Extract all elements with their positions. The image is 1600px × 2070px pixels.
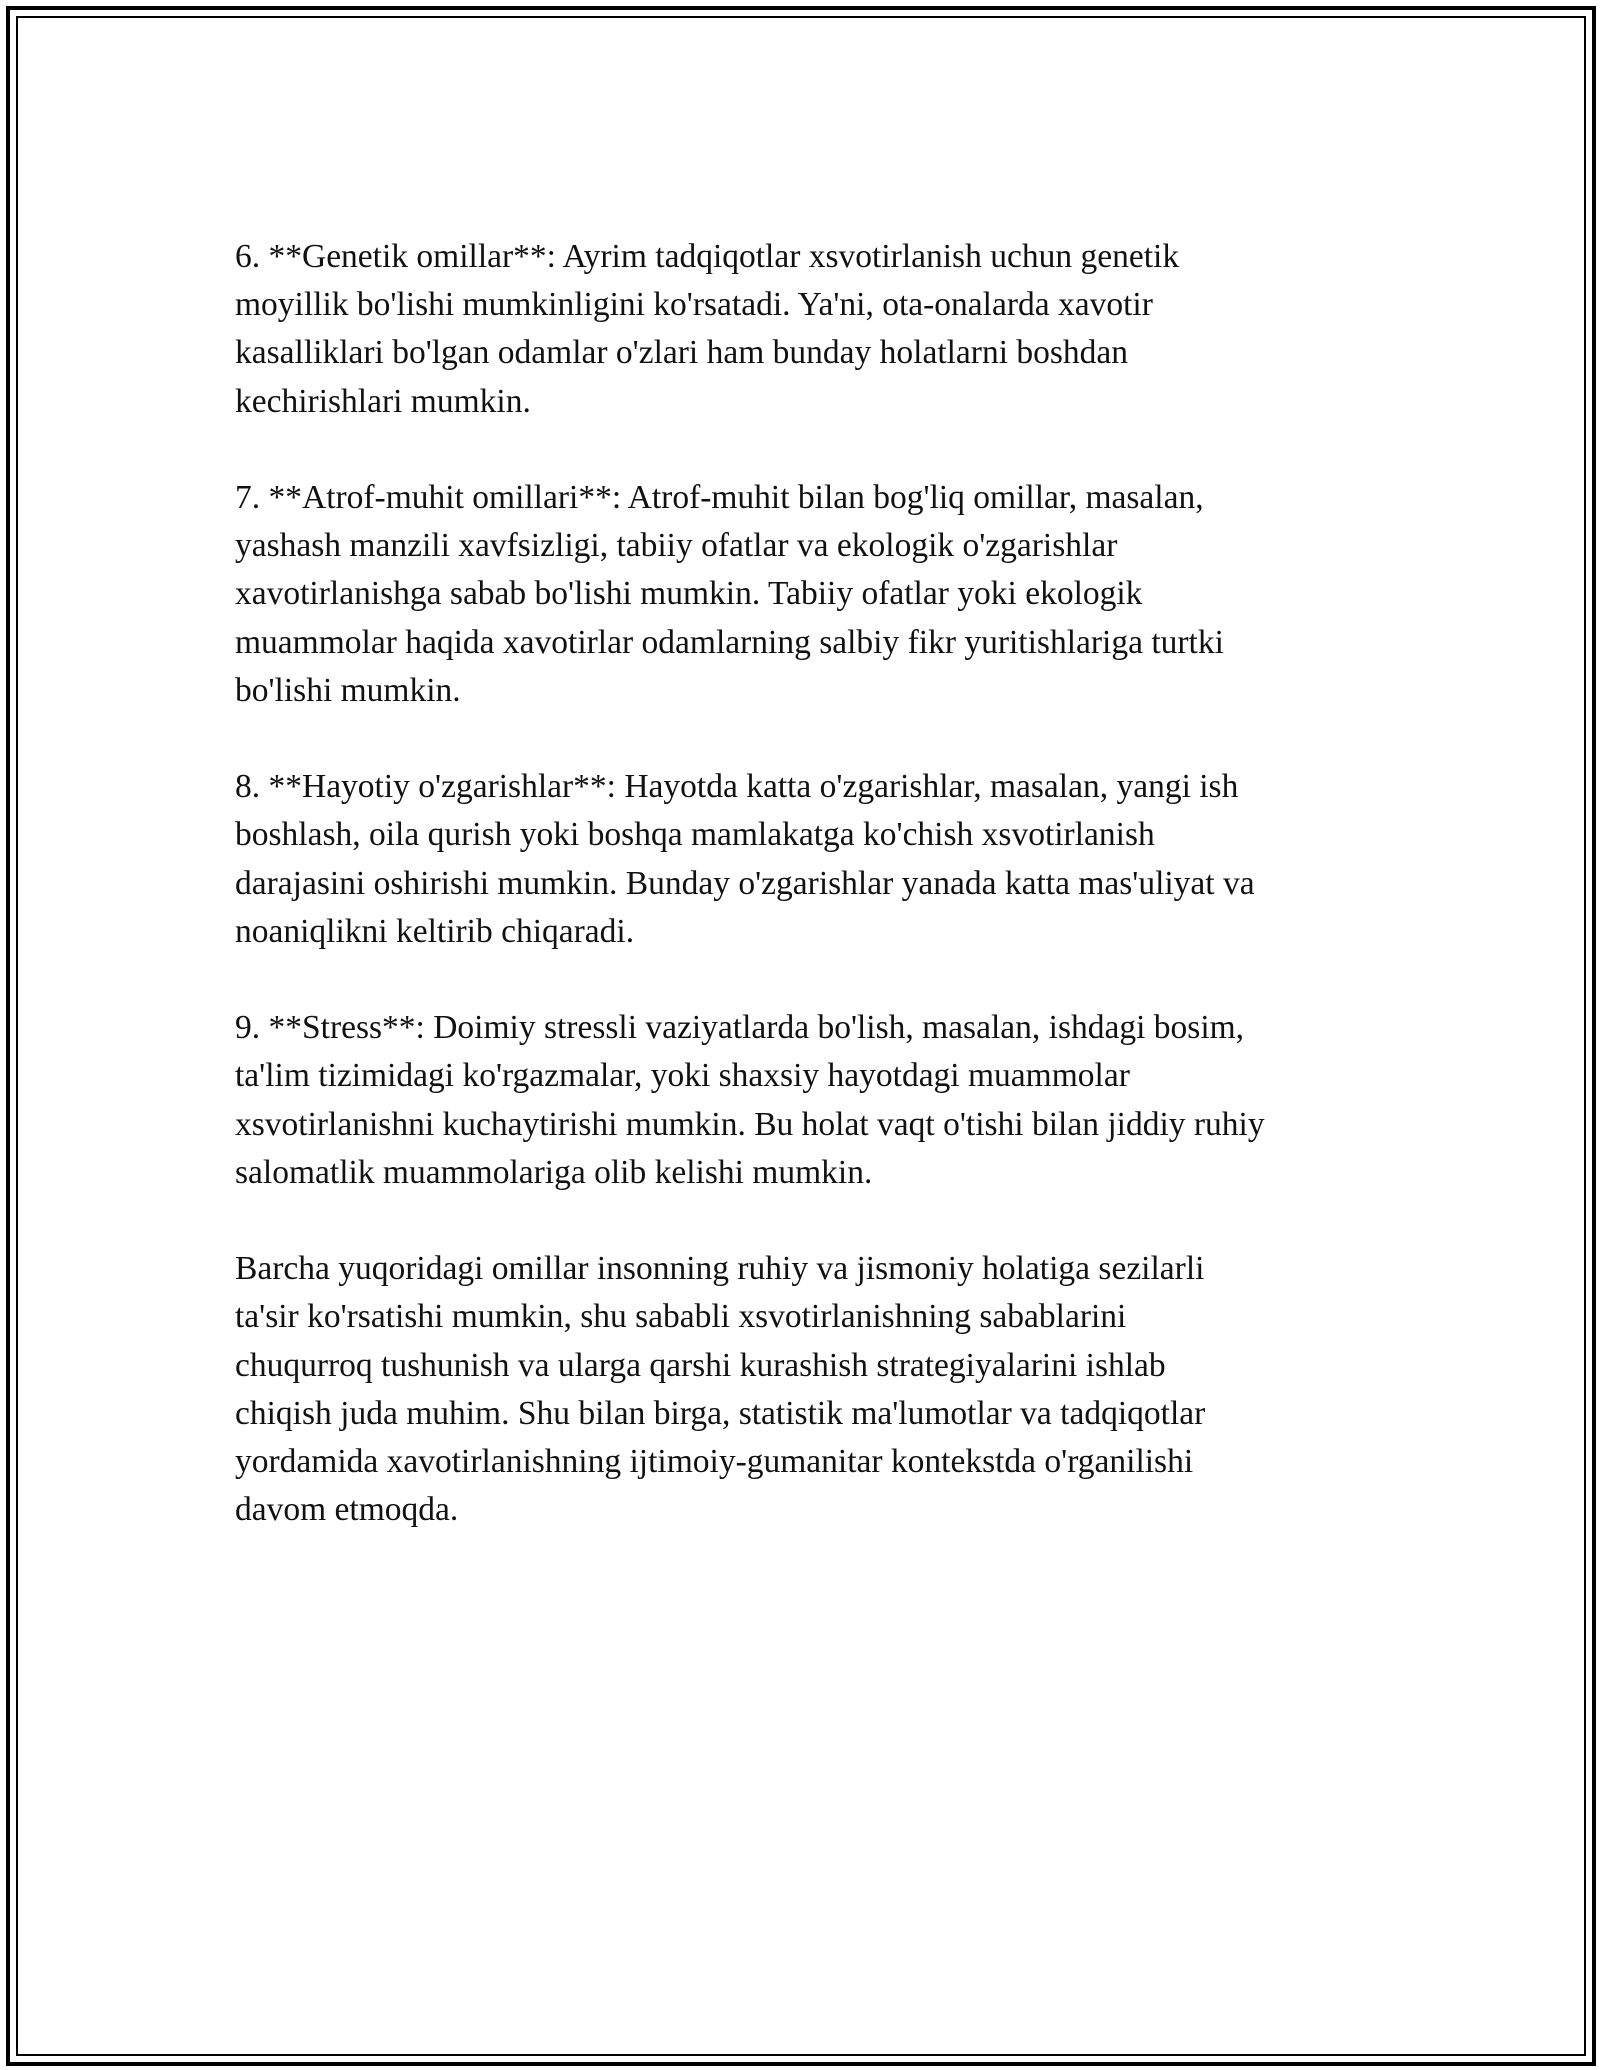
text-line: yashash manzili xavfsizligi, tabiiy ofatlar va ekologik o'zgarishlar	[235, 527, 1118, 565]
text-line: 7. **Atrof-muhit omillari**: Atrof-muhit bilan bog'liq omillar, masalan,	[235, 479, 1204, 516]
text-line: xsvotirlanishni kuchaytirishi mumkin. Bu holat vaqt o'tishi bilan jiddiy ruhiy	[235, 1105, 1265, 1143]
paragraph-stress	[235, 1004, 1395, 1197]
text-line: kechirishlari mumkin.	[235, 382, 531, 420]
text-line: 6. **Genetik omillar**: Ayrim tadqiqotlar xsvotirlanish uchun genetik	[235, 238, 1180, 275]
text-line: 9. **Stress**: Doimiy stressli vaziyatlarda bo'lish, masalan, ishdagi bosim,	[235, 1009, 1245, 1047]
text-line: chuqurroq tushunish va ularga qarshi kurashish strategiyalarini ishlab	[235, 1346, 1166, 1384]
paragraph-environmental-factors	[235, 474, 1395, 715]
paragraph-conclusion	[235, 1245, 1395, 1534]
document-body	[235, 233, 1395, 1583]
text-line: 8. **Hayotiy o'zgarishlar**: Hayotda katta o'zgarishlar, masalan, yangi ish	[235, 768, 1239, 806]
paragraph-genetic-factors	[235, 233, 1395, 426]
paragraph-life-changes	[235, 763, 1395, 956]
text-line: muammolar haqida xavotirlar odamlarning salbiy fikr yuritishlariga turtki	[235, 623, 1224, 661]
text-line: darajasini oshirishi mumkin. Bunday o'zgarishlar yanada katta mas'uliyat va	[235, 864, 1255, 902]
text-line: chiqish juda muhim. Shu bilan birga, statistik ma'lumotlar va tadqiqotlar	[235, 1394, 1206, 1432]
text-line: noaniqlikni keltirib chiqaradi.	[235, 912, 635, 950]
text-line: ta'sir ko'rsatishi mumkin, shu sababli xsvotirlanishning sabablarini	[235, 1298, 1127, 1336]
text-line: salomatlik muammolariga olib kelishi mumkin.	[235, 1153, 873, 1191]
text-line: boshlash, oila qurish yoki boshqa mamlakatga ko'chish xsvotirlanish	[235, 816, 1155, 854]
text-line: bo'lishi mumkin.	[235, 671, 461, 709]
text-line: Barcha yuqoridagi omillar insonning ruhiy va jismoniy holatiga sezilarli	[235, 1250, 1205, 1288]
text-line: xavotirlanishga sabab bo'lishi mumkin. Tabiiy ofatlar yoki ekologik	[235, 575, 1143, 613]
text-line: yordamida xavotirlanishning ijtimoiy-gumanitar kontekstda o'rganilishi	[235, 1443, 1194, 1481]
text-line: moyillik bo'lishi mumkinligini ko'rsatadi. Ya'ni, ota-onalarda xavotir	[235, 286, 1153, 324]
text-line: kasalliklari bo'lgan odamlar o'zlari ham bunday holatlarni boshdan	[235, 334, 1129, 372]
text-line: davom etmoqda.	[235, 1491, 459, 1529]
text-line: ta'lim tizimidagi ko'rgazmalar, yoki shaxsiy hayotdagi muammolar	[235, 1057, 1130, 1095]
